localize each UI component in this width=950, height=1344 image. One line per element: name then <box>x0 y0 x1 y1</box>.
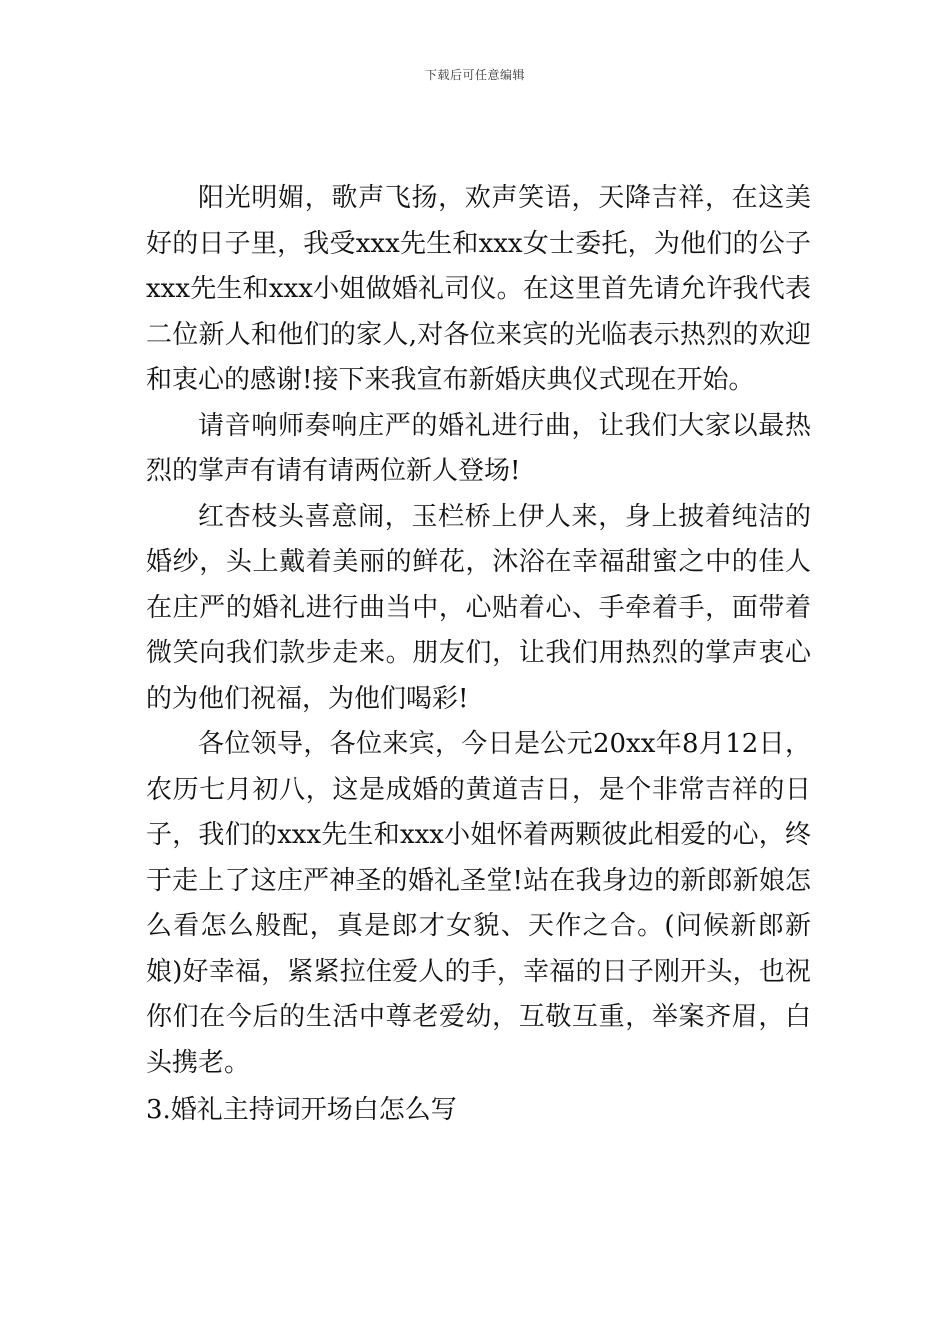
page-header: 下载后可任意编辑 <box>424 68 525 82</box>
section-heading: 3.婚礼主持词开场白怎么写 <box>146 1095 457 1125</box>
paragraph-music: 请音响师奏响庄严的婚礼进行曲，让我们大家以最热烈的掌声有请有请两位新人登场! <box>146 410 811 486</box>
document-body <box>146 176 811 1134</box>
paragraph-opening: 阳光明媚，歌声飞扬，欢声笑语，天降吉祥，在这美好的日子里，我受xxx先生和xxx女士委托，为他们的公子xxx先生和xxx小姐做婚礼司仪。在这里首先请允许我代表二位新人和他们的家人,对各位来宾的光临表示热烈的欢迎和衷心的感谢!接下来我宣布新婚庆典仪式现在开始。 <box>146 183 811 395</box>
paragraph-date-blessing: 各位领导，各位来宾，今日是公元20xx年8月12日，农历七月初八，这是成婚的黄道吉日，是个非常吉祥的日子，我们的xxx先生和xxx小姐怀着两颗彼此相爱的心，终于走上了这庄严神圣的婚礼圣堂!站在我身边的新郎新娘怎么看怎么般配，真是郎才女貌、天作之合。(问候新郎新娘)好幸福，紧紧拉住爱人的手，幸福的日子刚开头，也祝你们在今后的生活中尊老爱幼，互敬互重，举案齐眉，白头携老。 <box>146 729 811 1078</box>
paragraph-bride-entrance: 红杏枝头喜意闹，玉栏桥上伊人来，身上披着纯洁的婚纱，头上戴着美丽的鲜花，沐浴在幸福甜蜜之中的佳人在庄严的婚礼进行曲当中，心贴着心、手牵着手，面带着微笑向我们款步走来。朋友们，让我们用热烈的掌声衷心的为他们祝福，为他们喝彩! <box>146 501 811 714</box>
